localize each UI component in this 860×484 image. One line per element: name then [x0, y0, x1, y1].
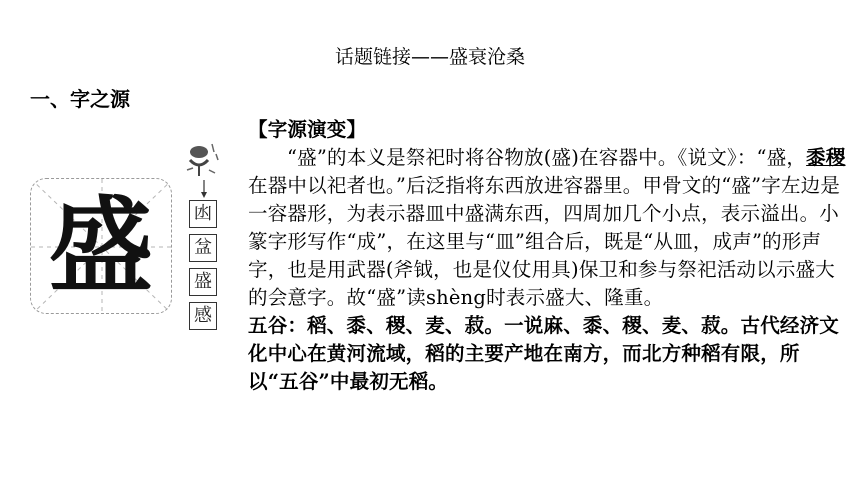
subheading: 【字源演变】 [248, 118, 367, 141]
topic-title: 话题链接——盛衰沧桑 [334, 46, 525, 68]
text-block [248, 116, 848, 396]
paragraph-five-grains: 五谷：稻、黍、稷、麦、菽。一说麻、黍、稷、麦、菽。古代经济文化中心在黄河流域，稻的主要产地在南方，而北方种稻有限，所以“五谷”中最初无稻。 [248, 314, 840, 393]
section-heading: 一、字之源 [30, 87, 130, 111]
calligraphy-character: 盛 [48, 184, 153, 307]
paragraph-origin-part2: 在器中以祀者也。”后泛指将东西放进容器里。甲骨文的“盛”字左边是一容器形，为表示器皿中盛满东西，四周加几个小点，表示溢出。小篆字形写作“成”，在这里与“皿”组合后，既是“从皿，成声”的形声字，也是用武器(斧钺，也是仪仗用具)保卫和参与祭祀活动以示盛大的会意字。故“盛”读shèng时表示盛大、隆重。 [248, 174, 841, 309]
underlined-term: 黍稷 [806, 146, 846, 169]
evolution-glyph-3: 盛 [189, 268, 217, 296]
paragraph-origin [248, 144, 848, 312]
evolution-glyph-1: 凼 [189, 200, 217, 228]
down-arrow-icon [201, 180, 207, 198]
paragraph-origin-part1: “盛”的本义是祭祀时将谷物放(盛)在容器中。《说文》：“盛， [287, 146, 807, 169]
character-evolution [185, 140, 221, 330]
oracle-bone-glyph-icon [185, 140, 221, 180]
character-grid-box [30, 178, 172, 314]
evolution-glyph-2: 㿽 [189, 234, 217, 262]
evolution-glyph-4: 感 [189, 302, 217, 330]
